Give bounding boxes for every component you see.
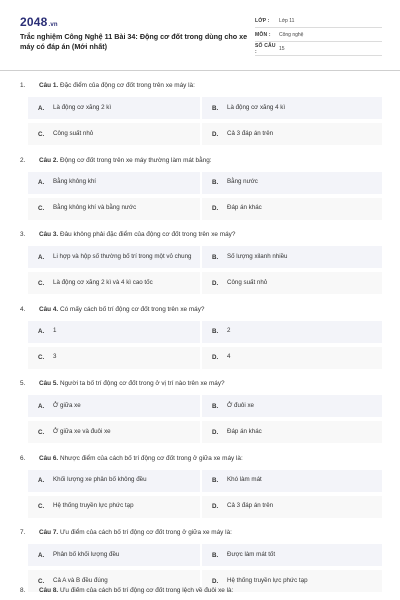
question-number: 5.	[20, 380, 26, 387]
option-letter: B.	[212, 253, 219, 261]
question-number: 2.	[20, 156, 26, 164]
option-text: Là động cơ xăng 2 kì	[53, 103, 112, 111]
question-body: Đặc điểm của động cơ đốt trong trên xe máy là:	[59, 82, 195, 89]
question-body: Người ta bố trí động cơ đốt trong ở vị trí nào trên xe máy?	[59, 380, 225, 387]
question-number: 1.	[20, 82, 26, 89]
question-number: 3.	[20, 231, 26, 238]
option-text: Hệ thống truyền lực phức tạp	[53, 502, 134, 510]
option-text: Được làm mát tốt	[227, 550, 276, 558]
question-text	[39, 305, 379, 314]
option-text: Khó làm mát	[227, 476, 262, 484]
question-text	[39, 379, 379, 388]
question-label: Câu 8.	[39, 587, 59, 594]
question-label: Câu 3.	[39, 231, 59, 238]
option-text: Bằng không khí	[53, 178, 97, 186]
option-text: Hệ thống truyền lực phức tạp	[227, 576, 308, 584]
question-label: Câu 1.	[39, 82, 59, 89]
question-number: 8.	[20, 587, 26, 594]
answer-option-b[interactable]	[202, 172, 382, 194]
option-letter: D.	[212, 428, 219, 436]
answer-option-d[interactable]	[202, 198, 382, 220]
answer-option-a[interactable]	[28, 470, 200, 492]
option-text: Là động cơ xăng 2 kì và 4 kì cao tốc	[53, 278, 153, 286]
option-letter: D.	[212, 503, 219, 510]
answer-option-d[interactable]	[202, 421, 382, 443]
option-text: Cả 3 đáp án trên	[227, 502, 274, 510]
answer-option-b[interactable]	[202, 544, 382, 566]
option-letter: A.	[38, 328, 45, 335]
answer-option-d[interactable]	[202, 347, 382, 369]
question-body: Đâu không phải đặc điểm của động cơ đốt trong trên xe máy?	[59, 231, 236, 238]
option-letter: D.	[212, 577, 219, 585]
answer-option-b[interactable]	[202, 97, 382, 119]
answer-options	[28, 395, 382, 445]
question-number: 4.	[20, 305, 26, 313]
option-letter: C.	[38, 205, 45, 212]
option-letter: A.	[38, 402, 45, 410]
question-label: Câu 6.	[39, 454, 59, 462]
answer-option-a[interactable]	[28, 321, 200, 343]
answer-option-d[interactable]	[202, 496, 382, 518]
info-row-class	[255, 14, 382, 28]
option-letter: C.	[38, 503, 45, 510]
option-letter: B.	[212, 179, 219, 186]
option-text: Phân bố khối lượng đều	[53, 550, 120, 558]
question-text	[39, 230, 379, 239]
option-text: Đáp án khác	[227, 204, 262, 212]
option-text: Đáp án khác	[227, 427, 262, 435]
option-text: Khối lượng xe phân bố không đều	[53, 476, 147, 484]
question-text	[39, 528, 379, 537]
option-letter: A.	[38, 551, 45, 559]
question-4	[20, 303, 382, 378]
answer-option-c[interactable]	[28, 272, 200, 294]
info-label: MÔN :	[255, 31, 271, 38]
answer-option-c[interactable]	[28, 198, 200, 220]
question-text	[39, 454, 379, 463]
info-label: LỚP :	[255, 17, 270, 24]
answer-option-c[interactable]	[28, 123, 200, 145]
question-list	[20, 79, 382, 600]
option-letter: C.	[38, 428, 45, 436]
answer-option-d[interactable]	[202, 272, 382, 294]
option-letter: C.	[38, 279, 45, 287]
question-body: Ưu điểm của cách bố trí động cơ đốt trong ở giữa xe máy là:	[59, 529, 232, 536]
option-text: 2	[227, 327, 231, 335]
header-divider	[0, 70, 400, 71]
answer-options	[28, 246, 382, 296]
question-text	[39, 156, 379, 165]
option-letter: C.	[38, 130, 45, 138]
option-text: Ở giữa xe và đuôi xe	[53, 427, 111, 435]
option-text: Công suất nhỏ	[53, 129, 94, 137]
answer-options	[28, 470, 382, 520]
option-letter: B.	[212, 551, 219, 559]
option-text: 1	[53, 327, 57, 335]
answer-option-a[interactable]	[28, 544, 200, 566]
question-text	[39, 81, 379, 90]
option-letter: B.	[212, 104, 219, 112]
question-body: Có mấy cách bố trí động cơ đốt trong trên xe máy?	[59, 305, 205, 313]
answer-option-b[interactable]	[202, 246, 382, 268]
question-2	[20, 154, 382, 229]
option-letter: A.	[38, 253, 45, 261]
question-label: Câu 4.	[39, 305, 59, 313]
question-body: Động cơ đốt trong trên xe máy thường làm mát bằng:	[59, 156, 212, 164]
answer-option-c[interactable]	[28, 421, 200, 443]
option-letter: A.	[38, 477, 45, 484]
info-value: 15	[279, 45, 285, 52]
option-letter: D.	[212, 205, 219, 212]
option-text: Số lượng xilanh nhiều	[227, 252, 288, 260]
info-row-count	[255, 42, 382, 56]
page-header	[20, 14, 382, 62]
answer-options	[28, 97, 382, 147]
question-body: Ưu điểm của cách bố trí động cơ đốt trong lệch về đuôi xe là:	[59, 587, 234, 594]
option-text: Cả 3 đáp án trên	[227, 129, 274, 137]
option-text: Công suất nhỏ	[227, 278, 268, 286]
info-value: Lớp 11	[279, 17, 295, 24]
answer-option-c[interactable]	[28, 496, 200, 518]
option-text: Li hợp và hộp số thường bố trí trong một vỏ chung	[53, 252, 192, 260]
option-letter: B.	[212, 328, 219, 335]
option-text: Ở giữa xe	[53, 401, 81, 409]
question-body: Nhược điểm của cách bố trí động cơ đốt trong ở giữa xe máy là:	[59, 454, 243, 462]
question-label: Câu 7.	[39, 529, 59, 536]
answer-option-b[interactable]	[202, 395, 382, 417]
option-text: Là động cơ xăng 4 kì	[227, 103, 286, 111]
logo-text: 2048	[20, 15, 48, 29]
question-number: 7.	[20, 529, 26, 536]
answer-option-a[interactable]	[28, 172, 200, 194]
option-letter: C.	[38, 354, 45, 361]
option-text: Cả A và B đều đúng	[53, 576, 108, 584]
option-letter: D.	[212, 130, 219, 138]
question-text	[39, 587, 379, 594]
question-label: Câu 2.	[39, 156, 59, 164]
option-letter: C.	[38, 577, 45, 585]
option-letter: A.	[38, 179, 45, 186]
info-row-subject	[255, 28, 382, 42]
option-text: Bằng nước	[227, 178, 258, 186]
info-panel	[255, 14, 382, 56]
answer-option-a[interactable]	[28, 97, 200, 119]
answer-option-a[interactable]	[28, 246, 200, 268]
answer-option-b[interactable]	[202, 321, 382, 343]
question-8-partial	[20, 587, 382, 600]
question-1	[20, 79, 382, 154]
answer-option-b[interactable]	[202, 470, 382, 492]
answer-option-a[interactable]	[28, 395, 200, 417]
page-title: Trắc nghiệm Công Nghệ 11 Bài 34: Động cơ đốt trong dùng cho xe máy có đáp án (Mới nhất)	[20, 32, 248, 51]
answer-options	[28, 321, 382, 371]
logo-suffix: .vn	[48, 22, 58, 28]
option-letter: B.	[212, 477, 219, 484]
option-text: 3	[53, 353, 57, 361]
info-value: Công nghệ	[279, 31, 304, 38]
answer-option-d[interactable]	[202, 123, 382, 145]
answer-options	[28, 172, 382, 222]
option-letter: B.	[212, 402, 219, 410]
site-logo[interactable]	[20, 15, 58, 29]
question-5	[20, 377, 382, 452]
answer-option-c[interactable]	[28, 347, 200, 369]
option-text: Ở đuôi xe	[227, 401, 254, 409]
option-letter: D.	[212, 354, 219, 361]
option-text: 4	[227, 353, 231, 361]
question-3	[20, 228, 382, 303]
option-text: Bằng không khí và bằng nước	[53, 204, 137, 212]
question-label: Câu 5.	[39, 380, 59, 387]
info-label: SỐ CÂU :	[255, 42, 276, 55]
question-6	[20, 452, 382, 527]
option-letter: D.	[212, 279, 219, 287]
option-letter: A.	[38, 104, 45, 112]
question-number: 6.	[20, 454, 26, 462]
